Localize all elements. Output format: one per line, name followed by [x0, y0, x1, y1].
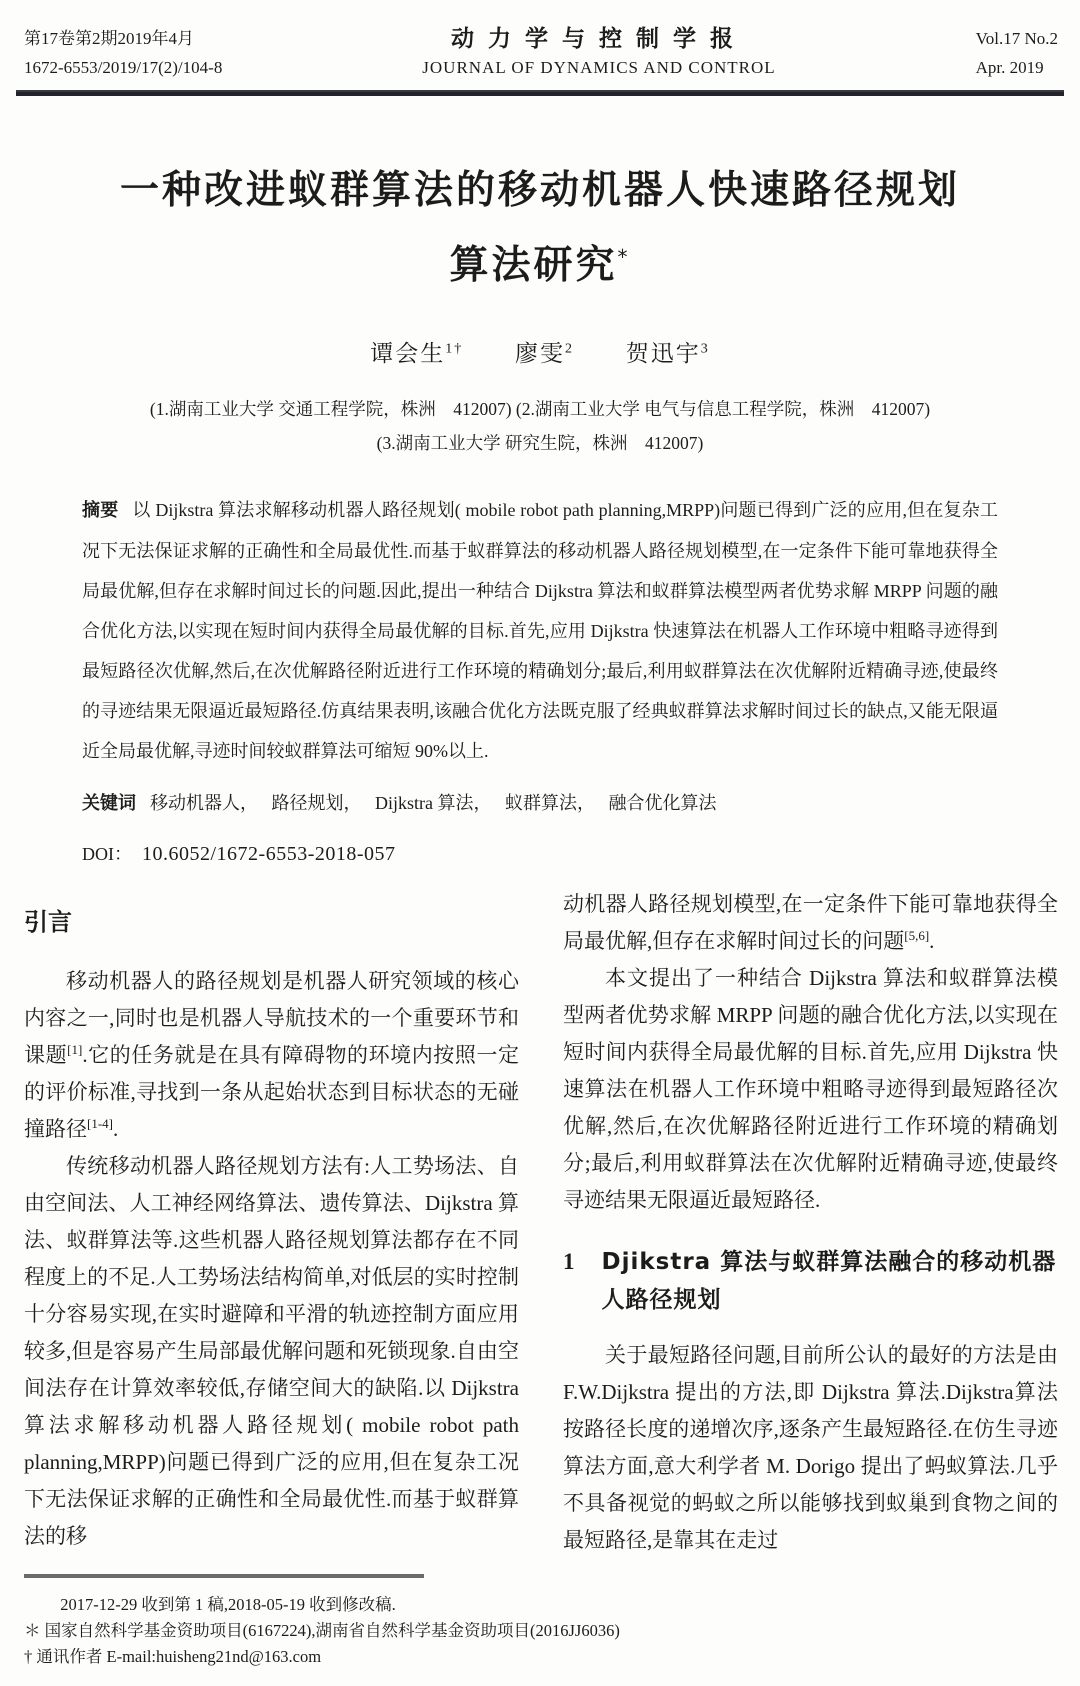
title-line-2-text: 算法研究 — [449, 243, 618, 288]
keywords-label: 关键词 — [82, 793, 136, 814]
author-2-affil-marker: 2 — [565, 341, 574, 357]
footnote-received-dates: 2017-12-29 收到第 1 稿,2018-05-19 收到修改稿. — [60, 1595, 396, 1614]
section-1-title: Djikstra 算法与蚁群算法融合的移动机器人路径规划 — [601, 1249, 1057, 1313]
journal-header — [0, 0, 1080, 82]
doi-value: 10.6052/1672-6553-2018-057 — [142, 843, 396, 865]
header-issue-info — [24, 24, 222, 82]
author-2-name: 廖雯 — [515, 341, 565, 366]
abstract-label: 摘要 — [82, 500, 119, 521]
author-3-affil-marker: 3 — [700, 341, 710, 357]
introduction-heading: 引言 — [24, 908, 72, 936]
title-footnote-marker: * — [617, 245, 631, 269]
continued-paragraph: 动机器人路径规划模型,在一定条件下能可靠地获得全局最优解,但存在求解时间过长的问题[5,6]. — [563, 892, 1058, 953]
title-line-2 — [0, 224, 1080, 299]
article-title — [0, 158, 1080, 299]
issue-date: Apr. 2019 — [975, 58, 1044, 77]
left-column — [24, 886, 519, 1586]
author-list — [0, 335, 1080, 368]
footnote-area — [24, 1574, 1058, 1670]
volume-number: Vol.17 No.2 — [975, 29, 1058, 48]
section-1-paragraph: 关于最短路径问题,目前所公认的最好的方法是由 F.W.Dijkstra 提出的方法,即 Dijkstra 算法.Dijkstra算法按路径长度的递增次序,逐条产生最短路径.在仿生寻迹算法方面,意大利学者 M. Dorigo 提出了蚂蚁算法.几乎不具备视觉的蚂蚁之所以能够找到蚁巢到食物之间的最短路径,是靠其在走过 — [563, 1343, 1058, 1552]
keywords-text: 移动机器人， 路径规划， Dijkstra 算法， 蚁群算法， 融合优化算法 — [150, 793, 717, 813]
abstract-text: 以 Dijkstra 算法求解移动机器人路径规划( mobile robot path planning,MRPP)问题已得到广泛的应用,但在复杂工况下无法保证求解的正确性和全局最优性.而基于蚁群算法的移动机器人路径规划模型,在一定条件下能可靠地获得全局最优解,但存在求解时间过长的问题.因此,提出一种结合 Dijkstra 算法和蚁群算法模型两者优势求解 MRPP 问题的融合优化方法,以实现在短时间内获得全局最优解的目标.首先,应用 Dijkstra 快速算法在机器人工作环境中粗略寻迹得到最短路径次优解,然后,在次优解路径附近进行工作环境的精确划分;最后,利用蚁群算法在次优解附近精确寻迹,使最终的寻迹结果无限逼近最短路径.仿真结果表明,该融合优化方法既克服了经典蚁群算法求解时间过长的缺点,又能无限逼近全局最优解,寻迹时间较蚁群算法可缩短 90%以上. — [82, 500, 998, 761]
footnote-rule — [24, 1574, 424, 1578]
author-3 — [626, 341, 710, 366]
affiliation-line-1: (1.湖南工业大学 交通工程学院，株洲 412007) (2.湖南工业大学 电气与信息工程学院，株洲 412007) — [149, 399, 931, 419]
issn-code: 1672-6553/2019/17(2)/104-8 — [24, 58, 223, 77]
author-1-affil-marker: 1† — [445, 341, 464, 357]
doi-line — [82, 840, 998, 866]
right-column — [563, 886, 1058, 1586]
author-1 — [370, 341, 463, 366]
intro-paragraph-1: 移动机器人的路径规划是机器人研究领域的核心内容之一,同时也是机器人导航技术的一个重要环节和课题[1].它的任务就是在具有障碍物的环境内按照一定的评价标准,寻找到一条从起始状态到目标状态的无碰撞路径[1-4]. — [24, 969, 520, 1141]
journal-name-block — [222, 24, 975, 82]
author-3-name: 贺迅宇 — [625, 341, 701, 366]
doi-label: DOI： — [82, 844, 132, 864]
section-1-heading — [563, 1243, 1058, 1319]
abstract — [82, 490, 998, 771]
section-1-number: 1 — [563, 1249, 576, 1274]
proposal-paragraph: 本文提出了一种结合 Dijkstra 算法和蚁群算法模型两者优势求解 MRPP 问题的融合优化方法,以实现在短时间内获得全局最优解的目标.首先,应用 Dijkstra 快速算法在机器人工作环境中粗略寻迹得到最短路径次优解,然后,在次优解路径附近进行工作环境的精确划分;最后,利用蚁群算法在次优解附近精确寻迹,使最终寻迹结果无限逼近最短路径. — [563, 966, 1058, 1212]
journal-name-english: JOURNAL OF DYNAMICS AND CONTROL — [422, 58, 776, 77]
body-columns — [0, 866, 1080, 1586]
affiliations — [0, 392, 1080, 460]
intro-paragraph-2: 传统移动机器人路径规划方法有:人工势场法、自由空间法、人工神经网络算法、遗传算法、Dijkstra 算法、蚁群算法等.这些机器人路径规划算法都存在不同程度上的不足.人工势场法结构简单,对低层的实时控制十分容易实现,在实时避障和平滑的轨迹控制方面应用较多,但是容易产生局部最优解问题和死锁现象.自由空间法存在计算效率较低,存储空间大的缺陷.以 Dijkstra 算法求解移动机器人路径规划( mobile robot path planning,MRPP)问题已得到广泛的应用,但在复杂工况下无法保证求解的正确性和全局最优性.而基于蚁群算法的移 — [24, 1154, 519, 1548]
affiliation-line-2: (3.湖南工业大学 研究生院，株洲 412007) — [376, 433, 704, 453]
author-2 — [515, 341, 574, 366]
volume-issue-date: 第17卷第2期2019年4月 — [24, 29, 194, 48]
footnote-corresponding-author: † 通讯作者 E-mail:huisheng21nd@163.com — [24, 1647, 322, 1666]
author-1-name: 谭会生 — [370, 341, 446, 366]
footnote-funding: ＊ 国家自然科学基金资助项目(6167224),湖南省自然科学基金资助项目(2016JJ6036) — [24, 1621, 620, 1640]
title-line-1: 一种改进蚁群算法的移动机器人快速路径规划 — [119, 168, 960, 213]
header-rule — [16, 90, 1064, 96]
keywords — [82, 785, 998, 822]
abstract-block — [82, 490, 998, 866]
journal-name-chinese: 动力学与控制学报 — [450, 26, 747, 51]
header-vol-block — [976, 24, 1058, 82]
